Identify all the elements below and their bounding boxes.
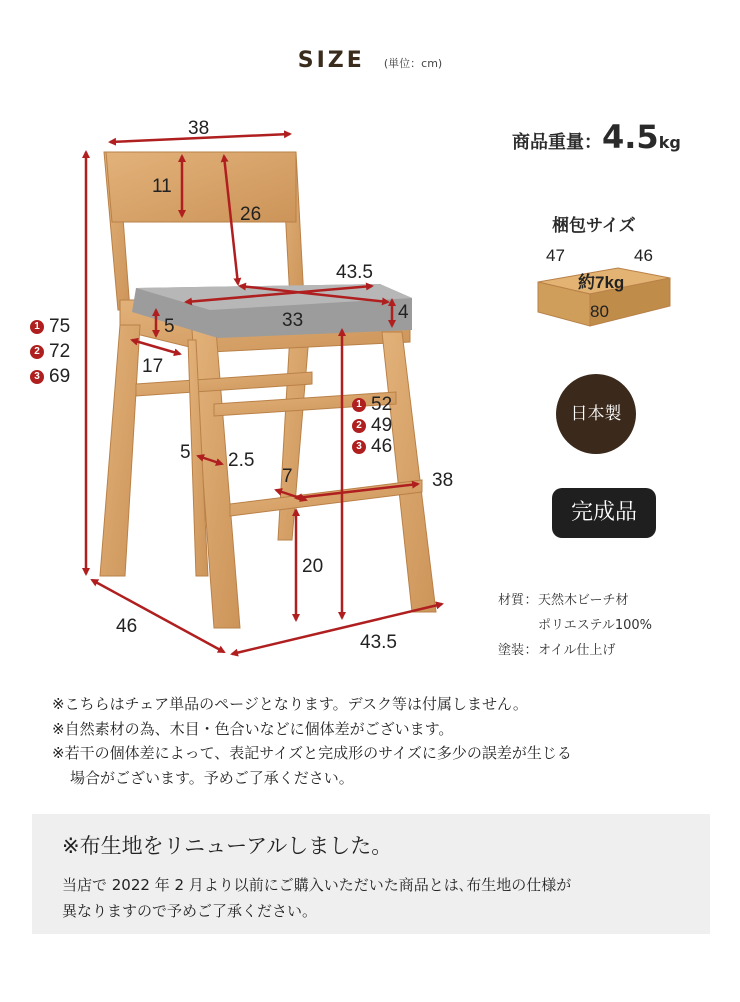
spec-row-material: 材質：天然木ビーチ材 [498, 593, 629, 608]
note-line: 場合がございます。予めご了承ください。 [70, 768, 354, 787]
note-line: ※若干の個体差によって、表記サイズと完成形のサイズに多少の誤差が生じる [52, 744, 572, 762]
seat-height-1: 1 52 [352, 394, 392, 415]
fabric-renewal-notice [32, 814, 710, 934]
chair-front-left-leg [100, 325, 140, 576]
chair-right-leg [382, 332, 436, 612]
chair-footrest [230, 480, 422, 516]
assembled-badge: 完成品 [552, 488, 656, 538]
total-height-2: 2 72 [30, 339, 70, 364]
dim-footrest-width: 38 [432, 470, 454, 491]
dim-cushion-thickness: 4 [398, 302, 409, 323]
note-line: ※自然素材の為、木目・色合いなどに個体差がございます。 [52, 719, 454, 738]
dim-base-width: 43.5 [360, 632, 397, 653]
package-title: 梱包サイズ [552, 216, 636, 236]
unit-label: (単位：cm) [383, 57, 443, 70]
dim-back-to-seat: 26 [240, 204, 262, 225]
weight-value: 4.5 [602, 118, 659, 156]
notice-title: ※布生地をリニューアルしました。 [62, 834, 393, 858]
product-weight [512, 118, 681, 156]
dim-seat-depth: 43.5 [336, 262, 373, 283]
dim-armrest: 17 [142, 356, 164, 377]
total-height-3: 3 69 [30, 364, 70, 389]
dim-leg-offset: 5 [180, 442, 191, 463]
total-height-list [30, 314, 70, 389]
notice-body: 当店で 2022 年 2 月より以前にご購入いただいた商品とは､布生地の仕様が 異なりますので予めご了承ください。 [62, 876, 572, 920]
dim-top-width: 38 [188, 118, 210, 139]
chair-backrest [106, 152, 296, 222]
note-line: ※こちらはチェア単品のページとなります。デスク等は付属しません。 [52, 695, 528, 713]
package-dim-b: 46 [634, 246, 653, 265]
dim-footrest-depth: 7 [282, 466, 293, 487]
seat-height-3: 3 46 [352, 436, 392, 457]
seat-height-list [352, 394, 392, 457]
dim-backrest-height: 11 [152, 176, 172, 197]
made-in-japan-badge: 日本製 [556, 374, 636, 454]
weight-unit: kg [658, 133, 681, 152]
dim-seat-width: 33 [282, 310, 304, 331]
total-height-1: 1 75 [30, 314, 70, 339]
spec-row-finish: 塗装：オイル仕上げ [498, 643, 616, 658]
package-dim-c: 80 [590, 302, 609, 321]
material-spec [498, 588, 652, 663]
seat-height-2: 2 49 [352, 415, 392, 436]
dim-seat-front: 5 [164, 316, 175, 337]
size-title: SIZE [297, 48, 365, 73]
dim-base-depth: 46 [116, 616, 138, 637]
package-weight: 約7kg [578, 273, 625, 292]
spec-row-fabric: ポリエステル100% [538, 618, 652, 633]
dim-rail-thickness: 2.5 [228, 450, 255, 471]
chair-wood [100, 152, 436, 628]
package-dim-a: 47 [546, 246, 565, 265]
dim-footrest-height: 20 [302, 556, 324, 577]
weight-label: 商品重量： [512, 132, 602, 153]
notes [52, 692, 572, 790]
